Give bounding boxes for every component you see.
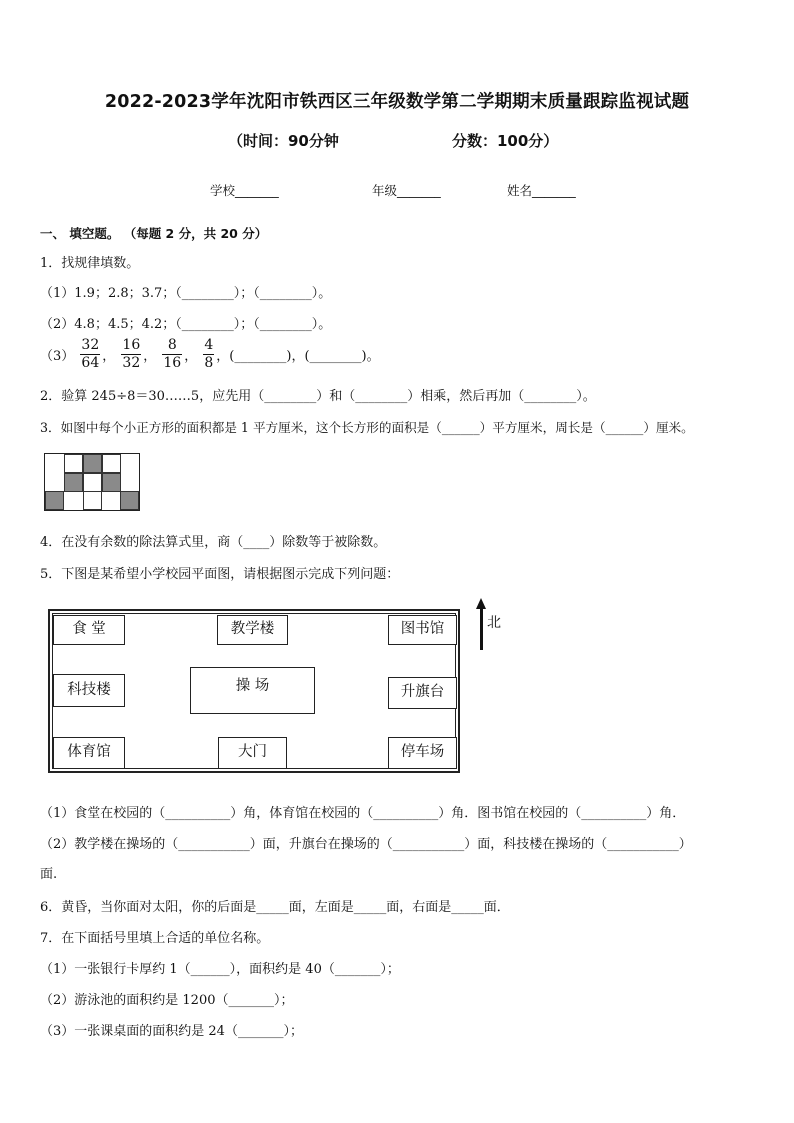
question-7-part-2: （2）游泳池的面积约是 1200（_______）； [40, 993, 294, 1008]
fraction-2-num: 16 [122, 337, 141, 353]
campus-map [48, 609, 460, 773]
square [64, 454, 83, 473]
map-science-building: 科技楼 [53, 674, 125, 707]
page-title: 2022-2023学年沈阳市铁西区三年级数学第二学期期末质量跟踪监视试题 [104, 92, 690, 112]
square [83, 491, 102, 510]
fraction-4 [203, 337, 214, 372]
question-5-part-1: （1）食堂在校园的（__________）角，体育馆在校园的（__________）角．图书馆在校园的（__________）角． [40, 806, 686, 821]
shaded-square [83, 454, 102, 473]
shaded-square [120, 491, 139, 510]
square-grid-figure [44, 453, 140, 511]
shaded-square [102, 473, 121, 492]
fraction-2-den: 32 [122, 355, 141, 371]
question-7: 7．在下面括号里填上合适的单位名称。 [40, 931, 270, 946]
map-parking: 停车场 [388, 737, 457, 769]
north-arrow-icon [480, 604, 483, 650]
separator: ， [143, 349, 157, 364]
question-3: 3．如图中每个小正方形的面积都是 1 平方厘米，这个长方形的面积是（______）平方厘米，周长是（______）厘米。 [40, 420, 694, 435]
fraction-3 [162, 337, 182, 372]
question-5-part-2-end: 面. [40, 867, 58, 882]
fraction-4-num: 4 [204, 337, 214, 353]
score-label: 分数：100分） [452, 132, 559, 150]
question-7-part-1: （1）一张银行卡厚约 1（______），面积约是 40（_______）； [40, 962, 400, 977]
map-gate: 大门 [218, 737, 287, 769]
north-label: 北 [487, 615, 501, 631]
square [83, 473, 102, 492]
map-teaching-building: 教学楼 [217, 615, 288, 645]
school-field: 学校_______ [210, 183, 279, 198]
fraction-1-den: 64 [81, 355, 100, 371]
fraction-3-den: 16 [163, 355, 182, 371]
q1-3-prefix: （3） [40, 349, 75, 364]
separator: ， [102, 349, 116, 364]
map-canteen: 食 堂 [53, 615, 125, 645]
map-library: 图书馆 [388, 615, 457, 645]
fraction-1-num: 32 [81, 337, 100, 353]
question-2: 2．验算 245÷8＝30……5，应先用（________）和（________）相乘，然后再加（________）。 [40, 389, 596, 404]
separator: ， [184, 349, 198, 364]
question-6: 6．黄昏，当你面对太阳，你的后面是_____面，左面是_____面，右面是_____面． [40, 900, 510, 915]
grade-field: 年级_______ [372, 183, 441, 198]
square [102, 454, 121, 473]
fraction-4-den: 8 [204, 355, 214, 371]
question-1-part-1: （1）1.9；2.8；3.7；（________）；（________）。 [40, 286, 332, 301]
fraction-2 [121, 337, 141, 372]
name-field: 姓名_______ [507, 183, 576, 198]
time-label: （时间：90分钟 [228, 132, 339, 150]
shaded-square [45, 491, 64, 510]
fraction-3-num: 8 [162, 337, 182, 355]
shaded-square [64, 473, 83, 492]
map-gym: 体育馆 [53, 737, 125, 769]
question-1-part-3 [40, 337, 380, 372]
q1-3-suffix: ，(________)，(________)。 [216, 349, 380, 364]
question-7-part-3: （3）一张课桌面的面积约是 24（_______）； [40, 1024, 303, 1039]
question-5-part-2: （2）教学楼在操场的（___________）面，升旗台在操场的（___________）面，科技楼在操场的（___________） [40, 837, 692, 852]
map-playground: 操 场 [190, 667, 315, 714]
fraction-1 [80, 337, 100, 372]
question-1: 1．找规律填数。 [40, 256, 140, 271]
map-flag-platform: 升旗台 [388, 677, 457, 709]
question-1-part-2: （2）4.8；4.5；4.2；（________）；（________）。 [40, 317, 332, 332]
question-4: 4．在没有余数的除法算式里，商（____）除数等于被除数。 [40, 535, 387, 550]
question-5: 5．下图是某希望小学校园平面图，请根据图示完成下列问题： [40, 567, 400, 582]
section-heading: 一、 填空题。 （每题 2 分，共 20 分） [40, 226, 268, 241]
